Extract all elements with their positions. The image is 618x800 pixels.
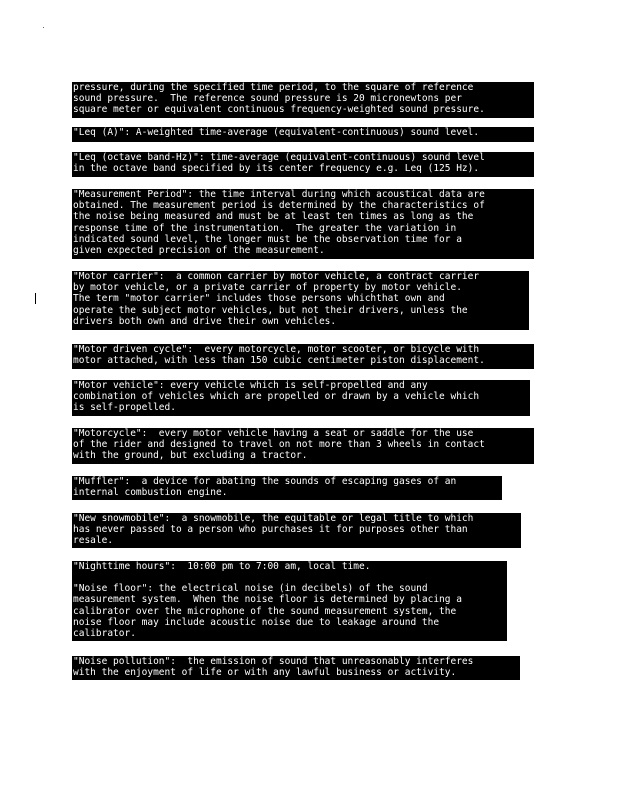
line: square meter or equivalent continuous frequency-weighted sound pressure. (73, 104, 485, 116)
line: with the enjoyment of life or with any lawful business or activity. (73, 667, 457, 679)
definition-muffler (72, 476, 502, 500)
line: The term "motor carrier" includes those persons whichthat own and (73, 293, 445, 305)
paragraph-sound-pressure-cont (72, 82, 534, 118)
line: given expected precision of the measurement. (73, 245, 325, 257)
line: in the octave band specified by its center frequency e.g. Leq (125 Hz). (73, 163, 480, 175)
line: "Motorcycle": every motor vehicle having a seat or saddle for the use (73, 428, 474, 439)
line: "Noise pollution": the emission of sound that unreasonably interferes (73, 656, 474, 667)
line: "Measurement Period": the time interval during which acoustical data are (73, 189, 485, 200)
line: has never passed to a person who purchases it for purposes other than (73, 524, 468, 536)
line: "Motor vehicle": every vehicle which is self-propelled and any (73, 380, 428, 391)
line: "Nighttime hours": 10:00 pm to 7:00 am, local time. (73, 561, 371, 572)
line: calibrator over the microphone of the sound measurement system, the (73, 605, 457, 617)
line: indicated sound level, the longer must be the observation time for a (73, 233, 462, 245)
line: of the rider and designed to travel on not more than 3 wheels in contact (73, 439, 485, 451)
definition-noise-pollution (72, 656, 520, 680)
line: the noise being measured and must be at least ten times as long as the (73, 211, 474, 223)
definition-leq-octave-band (72, 152, 534, 177)
scan-speck (43, 27, 44, 28)
definition-motorcycle (72, 428, 534, 464)
line: "New snowmobile": a snowmobile, the equitable or legal title to which (73, 513, 474, 524)
line: obtained. The measurement period is determined by the characteristics of (73, 200, 485, 212)
line: response time of the instrumentation. The greater the variation in (73, 222, 457, 234)
margin-mark (35, 293, 36, 304)
line: internal combustion engine. (73, 487, 228, 499)
definition-motor-vehicle (72, 380, 530, 416)
definition-leq-a (72, 127, 534, 142)
line: pressure, during the specified time period, to the square of reference (73, 82, 474, 93)
line: sound pressure. The reference sound pressure is 20 micronewtons per (73, 93, 462, 105)
line: "Muffler": a device for abating the sounds of escaping gases of an (73, 476, 457, 487)
definition-motor-driven-cycle (72, 344, 534, 369)
line: operate the subject motor vehicles, but not their drivers, unless the (73, 304, 468, 316)
line: by motor vehicle, or a private carrier of property by motor vehicle. (73, 282, 462, 294)
definition-measurement-period (72, 189, 534, 259)
line: measurement system. When the noise floor is determined by placing a (73, 594, 462, 606)
line: with the ground, but excluding a tractor. (73, 450, 308, 462)
line: is self-propelled. (73, 402, 176, 414)
line: motor attached, with less than 150 cubic centimeter piston displacement. (73, 355, 485, 367)
line: "Leq (A)": A-weighted time-average (equivalent-continuous) sound level. (73, 127, 480, 138)
line: "Motor driven cycle": every motorcycle, motor scooter, or bicycle with (73, 344, 480, 355)
line: "Noise floor": the electrical noise (in decibels) of the sound (73, 583, 428, 595)
line: noise floor may include acoustic noise due to leakage around the (73, 616, 440, 628)
line: "Motor carrier": a common carrier by motor vehicle, a contract carrier (73, 271, 480, 282)
line: "Leq (octave band-Hz)": time-average (equivalent-continuous) sound level (73, 152, 485, 163)
spacer (73, 572, 506, 583)
line: drivers both own and drive their own vehicles. (73, 315, 337, 327)
line: combination of vehicles which are propelled or drawn by a vehicle which (73, 391, 480, 403)
definition-motor-carrier (72, 271, 529, 330)
line: resale. (73, 535, 114, 547)
definition-new-snowmobile (72, 513, 521, 548)
line: calibrator. (73, 628, 136, 640)
definitions-nighttime-and-noise-floor (72, 561, 507, 641)
